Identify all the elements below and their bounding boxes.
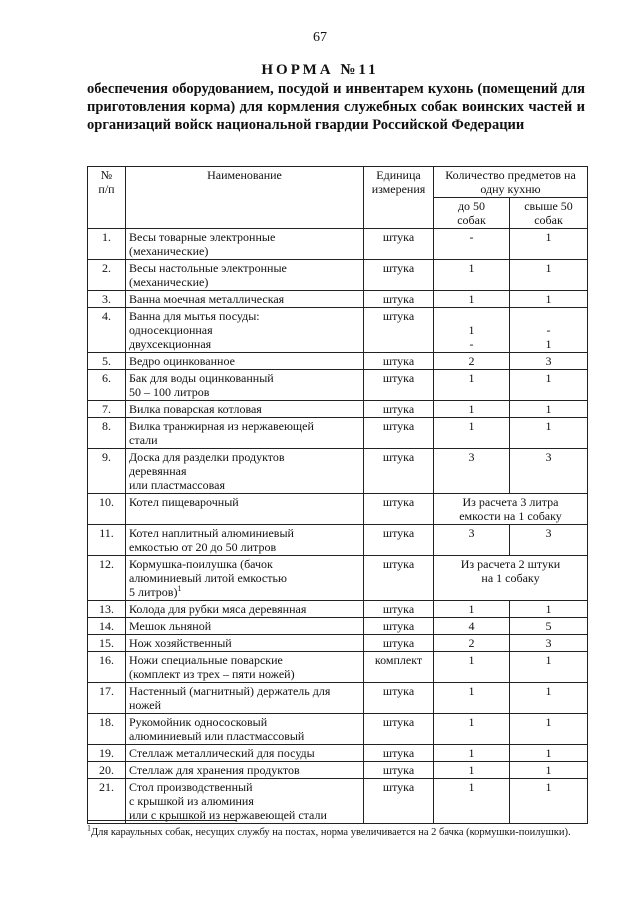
- quantity-over-50: - 1: [510, 308, 588, 353]
- table-row: [88, 779, 588, 824]
- header-quantity: Количество предметов на одну кухню: [434, 167, 588, 198]
- header-unit: Единица измерения: [364, 167, 434, 229]
- header-number: № п/п: [88, 167, 126, 229]
- quantity-note: Из расчета 3 литра емкости на 1 собаку: [434, 494, 588, 525]
- quantity-over-50: 1: [510, 714, 588, 745]
- item-name: Колода для рубки мяса деревянная: [126, 601, 364, 618]
- unit-of-measure: штука: [364, 401, 434, 418]
- unit-of-measure: штука: [364, 525, 434, 556]
- quantity-up-to-50: 4: [434, 618, 510, 635]
- quantity-up-to-50: 1: [434, 291, 510, 308]
- quantity-over-50: 1: [510, 418, 588, 449]
- unit-of-measure: штука: [364, 556, 434, 601]
- row-number: 4.: [88, 308, 126, 353]
- table-row: [88, 525, 588, 556]
- row-number: 16.: [88, 652, 126, 683]
- unit-of-measure: штука: [364, 683, 434, 714]
- quantity-over-50: 1: [510, 401, 588, 418]
- unit-of-measure: штука: [364, 779, 434, 824]
- row-number: 17.: [88, 683, 126, 714]
- item-name: Весы настольные электронные (механические): [126, 260, 364, 291]
- footnote-mark: 1: [87, 823, 91, 833]
- item-name: Вилка поварская котловая: [126, 401, 364, 418]
- item-name: Котел пищеварочный: [126, 494, 364, 525]
- quantity-over-50: 3: [510, 525, 588, 556]
- unit-of-measure: штука: [364, 494, 434, 525]
- unit-of-measure: штука: [364, 260, 434, 291]
- quantity-up-to-50: 2: [434, 635, 510, 652]
- table-row: [88, 618, 588, 635]
- quantity-over-50: 3: [510, 449, 588, 494]
- table-header: [88, 167, 588, 229]
- unit-of-measure: штука: [364, 449, 434, 494]
- table-row: [88, 635, 588, 652]
- row-number: 19.: [88, 745, 126, 762]
- quantity-over-50: 5: [510, 618, 588, 635]
- footnote-text: Для караульных собак, несущих службу на постах, норма увеличивается на 2 бачка (кормушки-поилушки).: [91, 827, 571, 838]
- footnote-divider: [87, 820, 237, 821]
- row-number: 2.: [88, 260, 126, 291]
- item-name: Стол производственный с крышкой из алюминия или с крышкой из нержавеющей стали: [126, 779, 364, 824]
- row-number: 6.: [88, 370, 126, 401]
- quantity-up-to-50: -: [434, 229, 510, 260]
- quantity-up-to-50: 1 -: [434, 308, 510, 353]
- table-row: [88, 745, 588, 762]
- quantity-up-to-50: 1: [434, 745, 510, 762]
- document-subtitle: обеспечения оборудованием, посудой и инвентарем кухонь (помещений для приготовления корма) для кормления служебных собак воинских частей и организаций войск национальной гвардии Российской Федерации: [87, 81, 585, 133]
- quantity-up-to-50: 1: [434, 401, 510, 418]
- table-row: [88, 714, 588, 745]
- row-number: 1.: [88, 229, 126, 260]
- table-row: [88, 449, 588, 494]
- row-number: 3.: [88, 291, 126, 308]
- table-row: [88, 353, 588, 370]
- item-name: Ножи специальные поварские (комплект из трех – пяти ножей): [126, 652, 364, 683]
- unit-of-measure: штука: [364, 714, 434, 745]
- item-name: Котел наплитный алюминиевый емкостью от 20 до 50 литров: [126, 525, 364, 556]
- unit-of-measure: штука: [364, 229, 434, 260]
- footnote-reference: 1: [177, 584, 182, 593]
- unit-of-measure: штука: [364, 370, 434, 401]
- quantity-note: Из расчета 2 штуки на 1 собаку: [434, 556, 588, 601]
- unit-of-measure: штука: [364, 353, 434, 370]
- unit-of-measure: штука: [364, 601, 434, 618]
- item-name: Ванна для мытья посуды: односекционная двухсекционная: [126, 308, 364, 353]
- row-number: 13.: [88, 601, 126, 618]
- item-name: Мешок льняной: [126, 618, 364, 635]
- item-name: Рукомойник однососковый алюминиевый или пластмассовый: [126, 714, 364, 745]
- quantity-up-to-50: 1: [434, 418, 510, 449]
- quantity-over-50: 1: [510, 370, 588, 401]
- header-over-50: свыше 50 собак: [510, 198, 588, 229]
- quantity-up-to-50: 1: [434, 779, 510, 824]
- quantity-over-50: 3: [510, 635, 588, 652]
- row-number: 15.: [88, 635, 126, 652]
- table-body: [88, 229, 588, 824]
- document-title: НОРМА №11: [261, 62, 379, 78]
- quantity-over-50: 1: [510, 779, 588, 824]
- row-number: 9.: [88, 449, 126, 494]
- table-row: [88, 652, 588, 683]
- table-row: [88, 308, 588, 353]
- item-name: Настенный (магнитный) держатель для ножей: [126, 683, 364, 714]
- row-number: 7.: [88, 401, 126, 418]
- unit-of-measure: штука: [364, 762, 434, 779]
- unit-of-measure: штука: [364, 745, 434, 762]
- quantity-up-to-50: 1: [434, 683, 510, 714]
- quantity-up-to-50: 1: [434, 370, 510, 401]
- quantity-over-50: 1: [510, 683, 588, 714]
- row-number: 14.: [88, 618, 126, 635]
- item-name: Кормушка-поилушка (бачок алюминиевый литой емкостью 5 литров)$^1$: [126, 556, 364, 601]
- item-name: Доска для разделки продуктов деревянная или пластмассовая: [126, 449, 364, 494]
- item-name: Бак для воды оцинкованный 50 – 100 литров: [126, 370, 364, 401]
- table-row: [88, 494, 588, 525]
- row-number: 21.: [88, 779, 126, 824]
- item-name: Стеллаж металлический для посуды: [126, 745, 364, 762]
- item-name: Стеллаж для хранения продуктов: [126, 762, 364, 779]
- row-number: 8.: [88, 418, 126, 449]
- unit-of-measure: штука: [364, 308, 434, 353]
- quantity-over-50: 1: [510, 762, 588, 779]
- quantity-up-to-50: 1: [434, 714, 510, 745]
- item-name: Ванна моечная металлическая: [126, 291, 364, 308]
- unit-of-measure: штука: [364, 291, 434, 308]
- quantity-up-to-50: 1: [434, 601, 510, 618]
- quantity-up-to-50: 3: [434, 449, 510, 494]
- table-row: [88, 762, 588, 779]
- quantity-over-50: 1: [510, 291, 588, 308]
- item-name: Вилка транжирная из нержавеющей стали: [126, 418, 364, 449]
- header-up-to-50: до 50 собак: [434, 198, 510, 229]
- header-name: Наименование: [126, 167, 364, 229]
- row-number: 5.: [88, 353, 126, 370]
- row-number: 20.: [88, 762, 126, 779]
- row-number: 12.: [88, 556, 126, 601]
- row-number: 18.: [88, 714, 126, 745]
- quantity-up-to-50: 3: [434, 525, 510, 556]
- page-number: 67: [313, 30, 327, 45]
- table-row: [88, 291, 588, 308]
- quantity-up-to-50: 1: [434, 260, 510, 291]
- row-number: 10.: [88, 494, 126, 525]
- unit-of-measure: комплект: [364, 652, 434, 683]
- table-row: [88, 401, 588, 418]
- table-row: [88, 683, 588, 714]
- quantity-over-50: 1: [510, 652, 588, 683]
- item-name: Нож хозяйственный: [126, 635, 364, 652]
- quantity-up-to-50: 2: [434, 353, 510, 370]
- quantity-up-to-50: 1: [434, 762, 510, 779]
- unit-of-measure: штука: [364, 635, 434, 652]
- quantity-up-to-50: 1: [434, 652, 510, 683]
- quantity-over-50: 1: [510, 601, 588, 618]
- table-row: [88, 229, 588, 260]
- quantity-over-50: 3: [510, 353, 588, 370]
- norm-table: [87, 166, 588, 824]
- item-name: Ведро оцинкованное: [126, 353, 364, 370]
- unit-of-measure: штука: [364, 418, 434, 449]
- row-number: 11.: [88, 525, 126, 556]
- table-row: [88, 556, 588, 601]
- table-row: [88, 370, 588, 401]
- footnote: [87, 823, 587, 840]
- table-row: [88, 260, 588, 291]
- table-row: [88, 601, 588, 618]
- item-name: Весы товарные электронные (механические): [126, 229, 364, 260]
- quantity-over-50: 1: [510, 260, 588, 291]
- quantity-over-50: 1: [510, 229, 588, 260]
- quantity-over-50: 1: [510, 745, 588, 762]
- unit-of-measure: штука: [364, 618, 434, 635]
- table-row: [88, 418, 588, 449]
